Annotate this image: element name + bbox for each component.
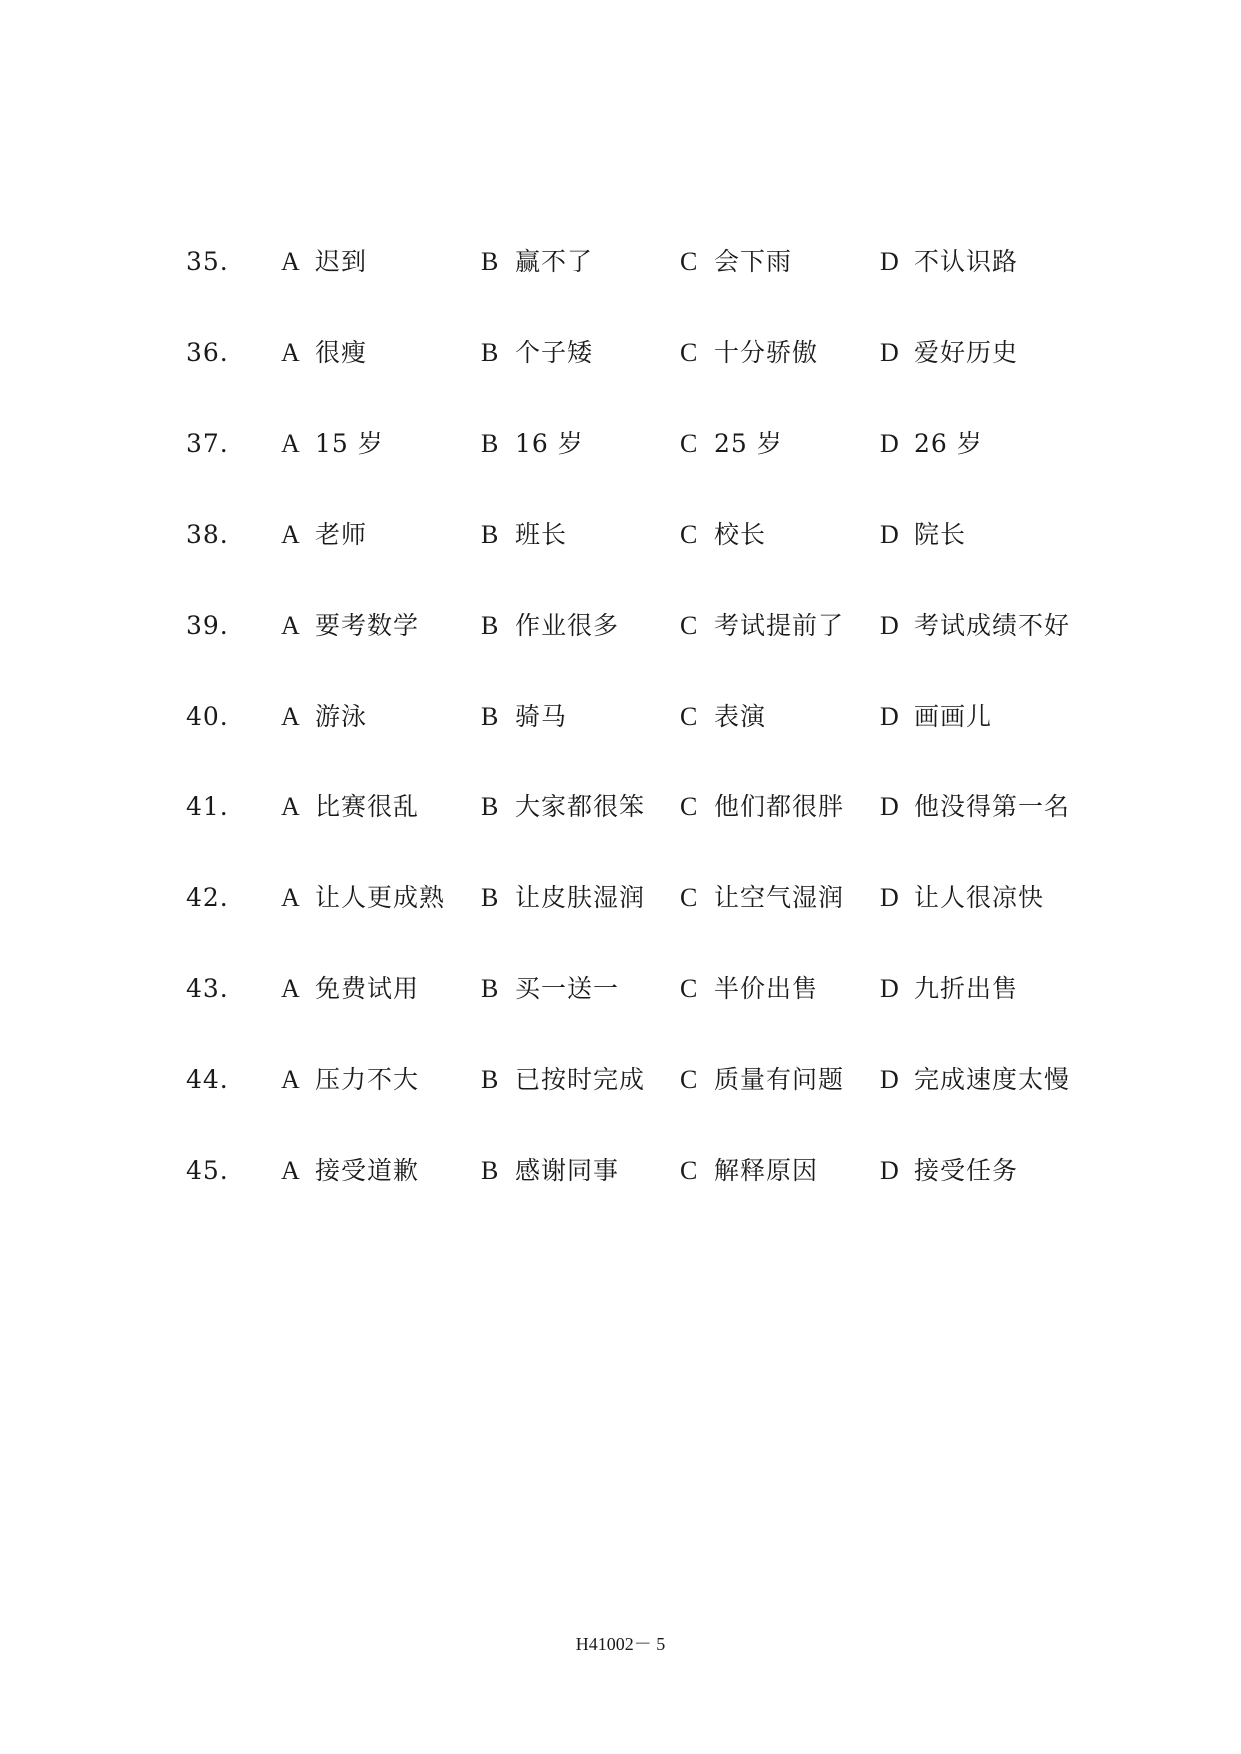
option-letter: B [481, 429, 499, 458]
option-a [281, 510, 367, 560]
option-text: 校长 [714, 520, 767, 549]
option-letter: B [481, 611, 499, 640]
option-text: 26 岁 [914, 429, 983, 458]
option-d [880, 328, 1018, 378]
question-number: 40. [186, 702, 229, 731]
option-a [281, 419, 384, 469]
option-c [680, 601, 844, 651]
option-letter: C [680, 883, 698, 912]
option-letter: C [680, 520, 698, 549]
option-letter: B [481, 974, 499, 1003]
option-letter: D [880, 974, 899, 1003]
question-number: 42. [186, 883, 229, 912]
option-text: 九折出售 [914, 974, 1019, 1003]
option-d [880, 510, 966, 560]
question-number: 45. [186, 1156, 229, 1185]
option-text: 不认识路 [914, 247, 1019, 276]
option-a [281, 237, 367, 287]
option-letter: C [680, 247, 698, 276]
option-text: 班长 [515, 520, 568, 549]
option-b [481, 1146, 619, 1196]
option-b [481, 782, 645, 832]
option-text: 感谢同事 [515, 1156, 620, 1185]
option-letter: B [481, 1156, 499, 1185]
option-letter: D [880, 1065, 899, 1094]
option-text: 质量有问题 [714, 1065, 845, 1094]
question-37 [0, 419, 1241, 469]
option-letter: C [680, 611, 698, 640]
question-36 [0, 328, 1241, 378]
option-a [281, 692, 367, 742]
option-text: 考试成绩不好 [914, 611, 1071, 640]
option-d [880, 782, 1070, 832]
option-letter: A [281, 429, 300, 458]
option-text: 个子矮 [515, 338, 594, 367]
option-letter: D [880, 247, 899, 276]
option-text: 让皮肤湿润 [515, 883, 646, 912]
option-b [481, 692, 567, 742]
option-a [281, 328, 367, 378]
option-text: 会下雨 [714, 247, 793, 276]
option-letter: A [281, 520, 300, 549]
option-text: 要考数学 [315, 611, 420, 640]
question-39 [0, 601, 1241, 651]
option-letter: B [481, 883, 499, 912]
option-d [880, 601, 1070, 651]
option-c [680, 237, 792, 287]
question-35 [0, 237, 1241, 287]
option-c [680, 328, 818, 378]
option-text: 比赛很乱 [315, 792, 420, 821]
option-a [281, 1055, 419, 1105]
option-text: 完成速度太慢 [914, 1065, 1071, 1094]
option-c [680, 873, 844, 923]
option-letter: A [281, 702, 300, 731]
option-letter: A [281, 792, 300, 821]
option-letter: A [281, 611, 300, 640]
question-45 [0, 1146, 1241, 1196]
option-b [481, 237, 593, 287]
option-text: 15 岁 [315, 429, 384, 458]
option-d [880, 873, 1044, 923]
option-text: 已按时完成 [515, 1065, 646, 1094]
option-letter: C [680, 429, 698, 458]
option-letter: B [481, 520, 499, 549]
option-text: 考试提前了 [714, 611, 845, 640]
option-text: 迟到 [315, 247, 368, 276]
option-text: 让人很凉快 [914, 883, 1045, 912]
option-letter: A [281, 338, 300, 367]
question-number: 44. [186, 1065, 229, 1094]
option-text: 免费试用 [315, 974, 420, 1003]
option-a [281, 1146, 419, 1196]
option-d [880, 692, 992, 742]
option-letter: D [880, 702, 899, 731]
option-text: 他们都很胖 [714, 792, 845, 821]
option-d [880, 1055, 1070, 1105]
option-letter: C [680, 792, 698, 821]
option-letter: B [481, 1065, 499, 1094]
option-d [880, 419, 983, 469]
option-text: 25 岁 [714, 429, 783, 458]
question-number: 38. [186, 520, 229, 549]
option-c [680, 1146, 818, 1196]
option-d [880, 237, 1018, 287]
option-text: 让人更成熟 [315, 883, 446, 912]
option-text: 画画儿 [914, 702, 993, 731]
option-letter: C [680, 338, 698, 367]
option-letter: C [680, 702, 698, 731]
option-letter: D [880, 792, 899, 821]
option-text: 骑马 [515, 702, 568, 731]
option-c [680, 1055, 844, 1105]
question-41 [0, 782, 1241, 832]
option-text: 接受道歉 [315, 1156, 420, 1185]
question-38 [0, 510, 1241, 560]
question-number: 35. [186, 247, 229, 276]
option-letter: D [880, 1156, 899, 1185]
option-letter: C [680, 1156, 698, 1185]
page-footer [0, 1630, 1241, 1656]
option-text: 买一送一 [515, 974, 620, 1003]
option-letter: D [880, 883, 899, 912]
option-letter: B [481, 792, 499, 821]
option-c [680, 692, 766, 742]
option-letter: D [880, 611, 899, 640]
option-letter: D [880, 429, 899, 458]
option-b [481, 601, 619, 651]
option-a [281, 873, 445, 923]
option-text: 接受任务 [914, 1156, 1019, 1185]
option-d [880, 1146, 1018, 1196]
option-text: 让空气湿润 [714, 883, 845, 912]
option-letter: A [281, 1156, 300, 1185]
option-text: 解释原因 [714, 1156, 819, 1185]
option-b [481, 419, 584, 469]
page-code: H41002－ 5 [575, 1634, 666, 1654]
option-letter: A [281, 1065, 300, 1094]
option-a [281, 601, 419, 651]
option-letter: C [680, 1065, 698, 1094]
option-d [880, 964, 1018, 1014]
option-letter: C [680, 974, 698, 1003]
question-43 [0, 964, 1241, 1014]
question-number: 37. [186, 429, 229, 458]
option-text: 压力不大 [315, 1065, 420, 1094]
option-text: 爱好历史 [914, 338, 1019, 367]
option-text: 16 岁 [515, 429, 584, 458]
option-b [481, 873, 645, 923]
option-letter: D [880, 520, 899, 549]
option-text: 游泳 [315, 702, 368, 731]
question-number: 41. [186, 792, 229, 821]
option-text: 大家都很笨 [515, 792, 646, 821]
option-a [281, 964, 419, 1014]
option-b [481, 964, 619, 1014]
option-b [481, 1055, 645, 1105]
option-letter: B [481, 702, 499, 731]
option-c [680, 782, 844, 832]
option-text: 老师 [315, 520, 368, 549]
option-b [481, 328, 593, 378]
option-letter: D [880, 338, 899, 367]
option-text: 作业很多 [515, 611, 620, 640]
option-a [281, 782, 419, 832]
option-text: 院长 [914, 520, 967, 549]
option-letter: A [281, 883, 300, 912]
option-letter: A [281, 974, 300, 1003]
option-letter: B [481, 338, 499, 367]
question-44 [0, 1055, 1241, 1105]
option-text: 很瘦 [315, 338, 368, 367]
question-number: 39. [186, 611, 229, 640]
question-40 [0, 692, 1241, 742]
question-number: 43. [186, 974, 229, 1003]
option-letter: B [481, 247, 499, 276]
option-c [680, 964, 818, 1014]
option-text: 他没得第一名 [914, 792, 1071, 821]
option-text: 半价出售 [714, 974, 819, 1003]
option-text: 赢不了 [515, 247, 594, 276]
option-text: 十分骄傲 [714, 338, 819, 367]
option-b [481, 510, 567, 560]
question-42 [0, 873, 1241, 923]
option-c [680, 510, 766, 560]
option-text: 表演 [714, 702, 767, 731]
question-number: 36. [186, 338, 229, 367]
option-letter: A [281, 247, 300, 276]
option-c [680, 419, 783, 469]
